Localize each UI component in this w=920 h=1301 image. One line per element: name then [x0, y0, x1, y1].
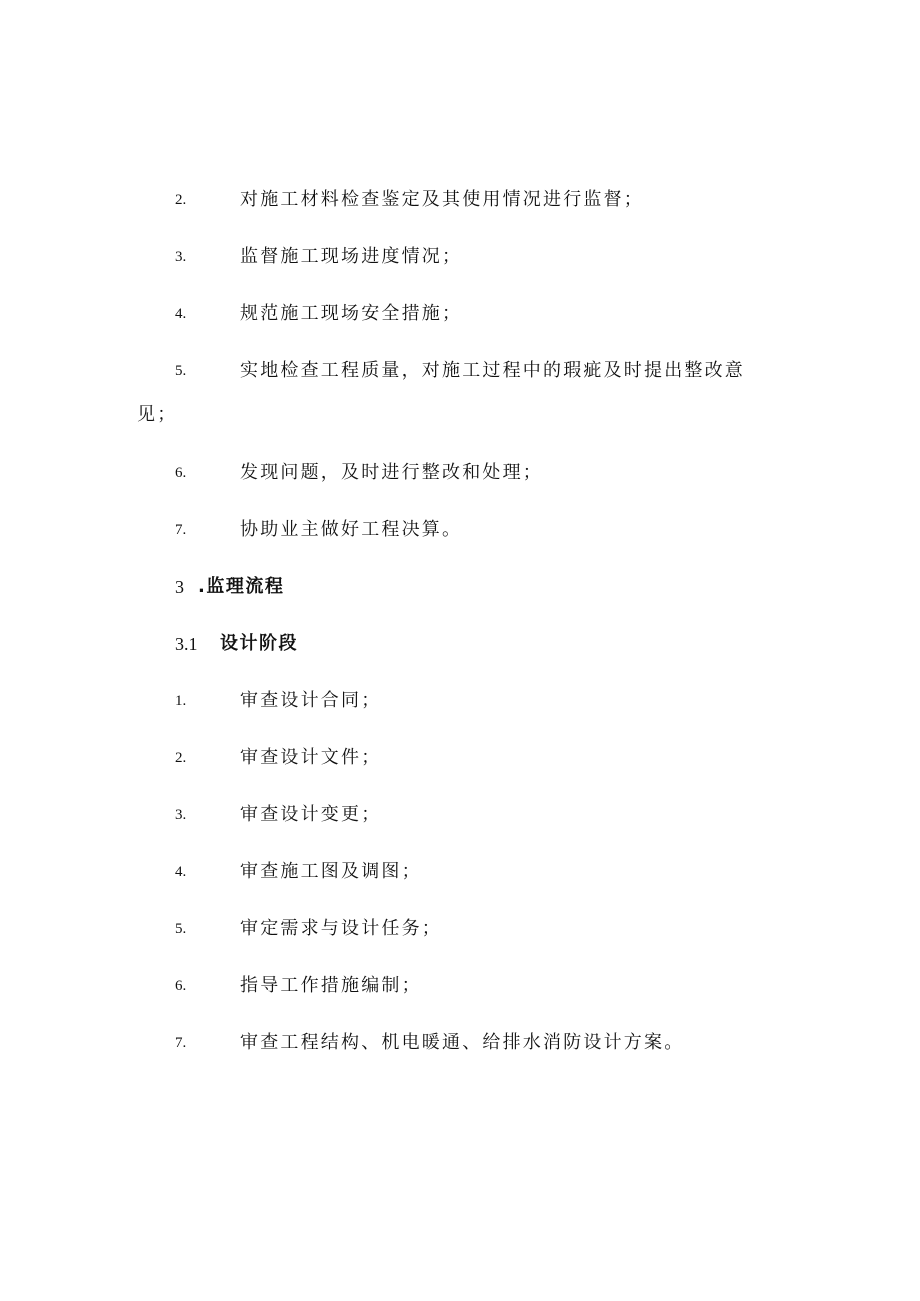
list-item-number: 1.	[175, 693, 187, 709]
list-item-number: 2.	[175, 750, 187, 766]
list-item-number: 3.	[175, 249, 187, 265]
list-item	[0, 515, 920, 545]
list-item-text: 审查施工图及调图；	[240, 861, 422, 882]
list-item-number: 6.	[175, 465, 187, 481]
list-item-text: 审查工程结构、机电暖通、给排水消防设计方案。	[240, 1032, 685, 1053]
list-item	[0, 458, 920, 488]
list-item-number: 5.	[175, 363, 187, 379]
list-item	[0, 857, 920, 887]
list-item-text: 对施工材料检查鉴定及其使用情况进行监督；	[240, 189, 644, 210]
list-item	[0, 299, 920, 329]
list-item	[0, 1028, 920, 1058]
list-item-number: 3.	[175, 807, 187, 823]
section-heading	[0, 572, 920, 602]
list-item	[0, 686, 920, 716]
list-item-number: 7.	[175, 1035, 187, 1051]
list-item-number: 6.	[175, 978, 187, 994]
subsection-heading-text: 设计阶段	[220, 633, 298, 654]
list-item	[0, 242, 920, 272]
list-item-number: 4.	[175, 864, 187, 880]
list-item-text: 审定需求与设计任务；	[240, 918, 442, 939]
subsection-heading	[0, 629, 920, 659]
section-heading-number: 3	[175, 577, 184, 597]
list-item-number: 2.	[175, 192, 187, 208]
list-item-text: 审查设计文件；	[240, 747, 382, 768]
list-item	[0, 971, 920, 1001]
list-item-text: 审查设计合同；	[240, 690, 382, 711]
list-item-number: 4.	[175, 306, 187, 322]
subsection-heading-number: 3.1	[175, 634, 198, 654]
list-item-text: 协助业主做好工程决算。	[240, 519, 463, 540]
list-item-number: 7.	[175, 522, 187, 538]
list-item	[0, 185, 920, 215]
section-heading-text: .监理流程	[198, 576, 285, 597]
list-item-text: 实地检查工程质量，对施工过程中的瑕疵及时提出整改意	[240, 360, 745, 381]
list-item	[0, 356, 920, 386]
list-item	[0, 914, 920, 944]
list-item-number: 5.	[175, 921, 187, 937]
list-item-text: 监督施工现场进度情况；	[240, 246, 463, 267]
list-item	[0, 743, 920, 773]
list-item-continuation	[0, 400, 920, 430]
list-item	[0, 800, 920, 830]
list-item-text: 发现问题，及时进行整改和处理；	[240, 462, 543, 483]
list-item-text: 指导工作措施编制；	[240, 975, 422, 996]
list-item-text: 规范施工现场安全措施；	[240, 303, 463, 324]
list-item-continuation-text: 见；	[137, 404, 178, 425]
list-item-text: 审查设计变更；	[240, 804, 382, 825]
